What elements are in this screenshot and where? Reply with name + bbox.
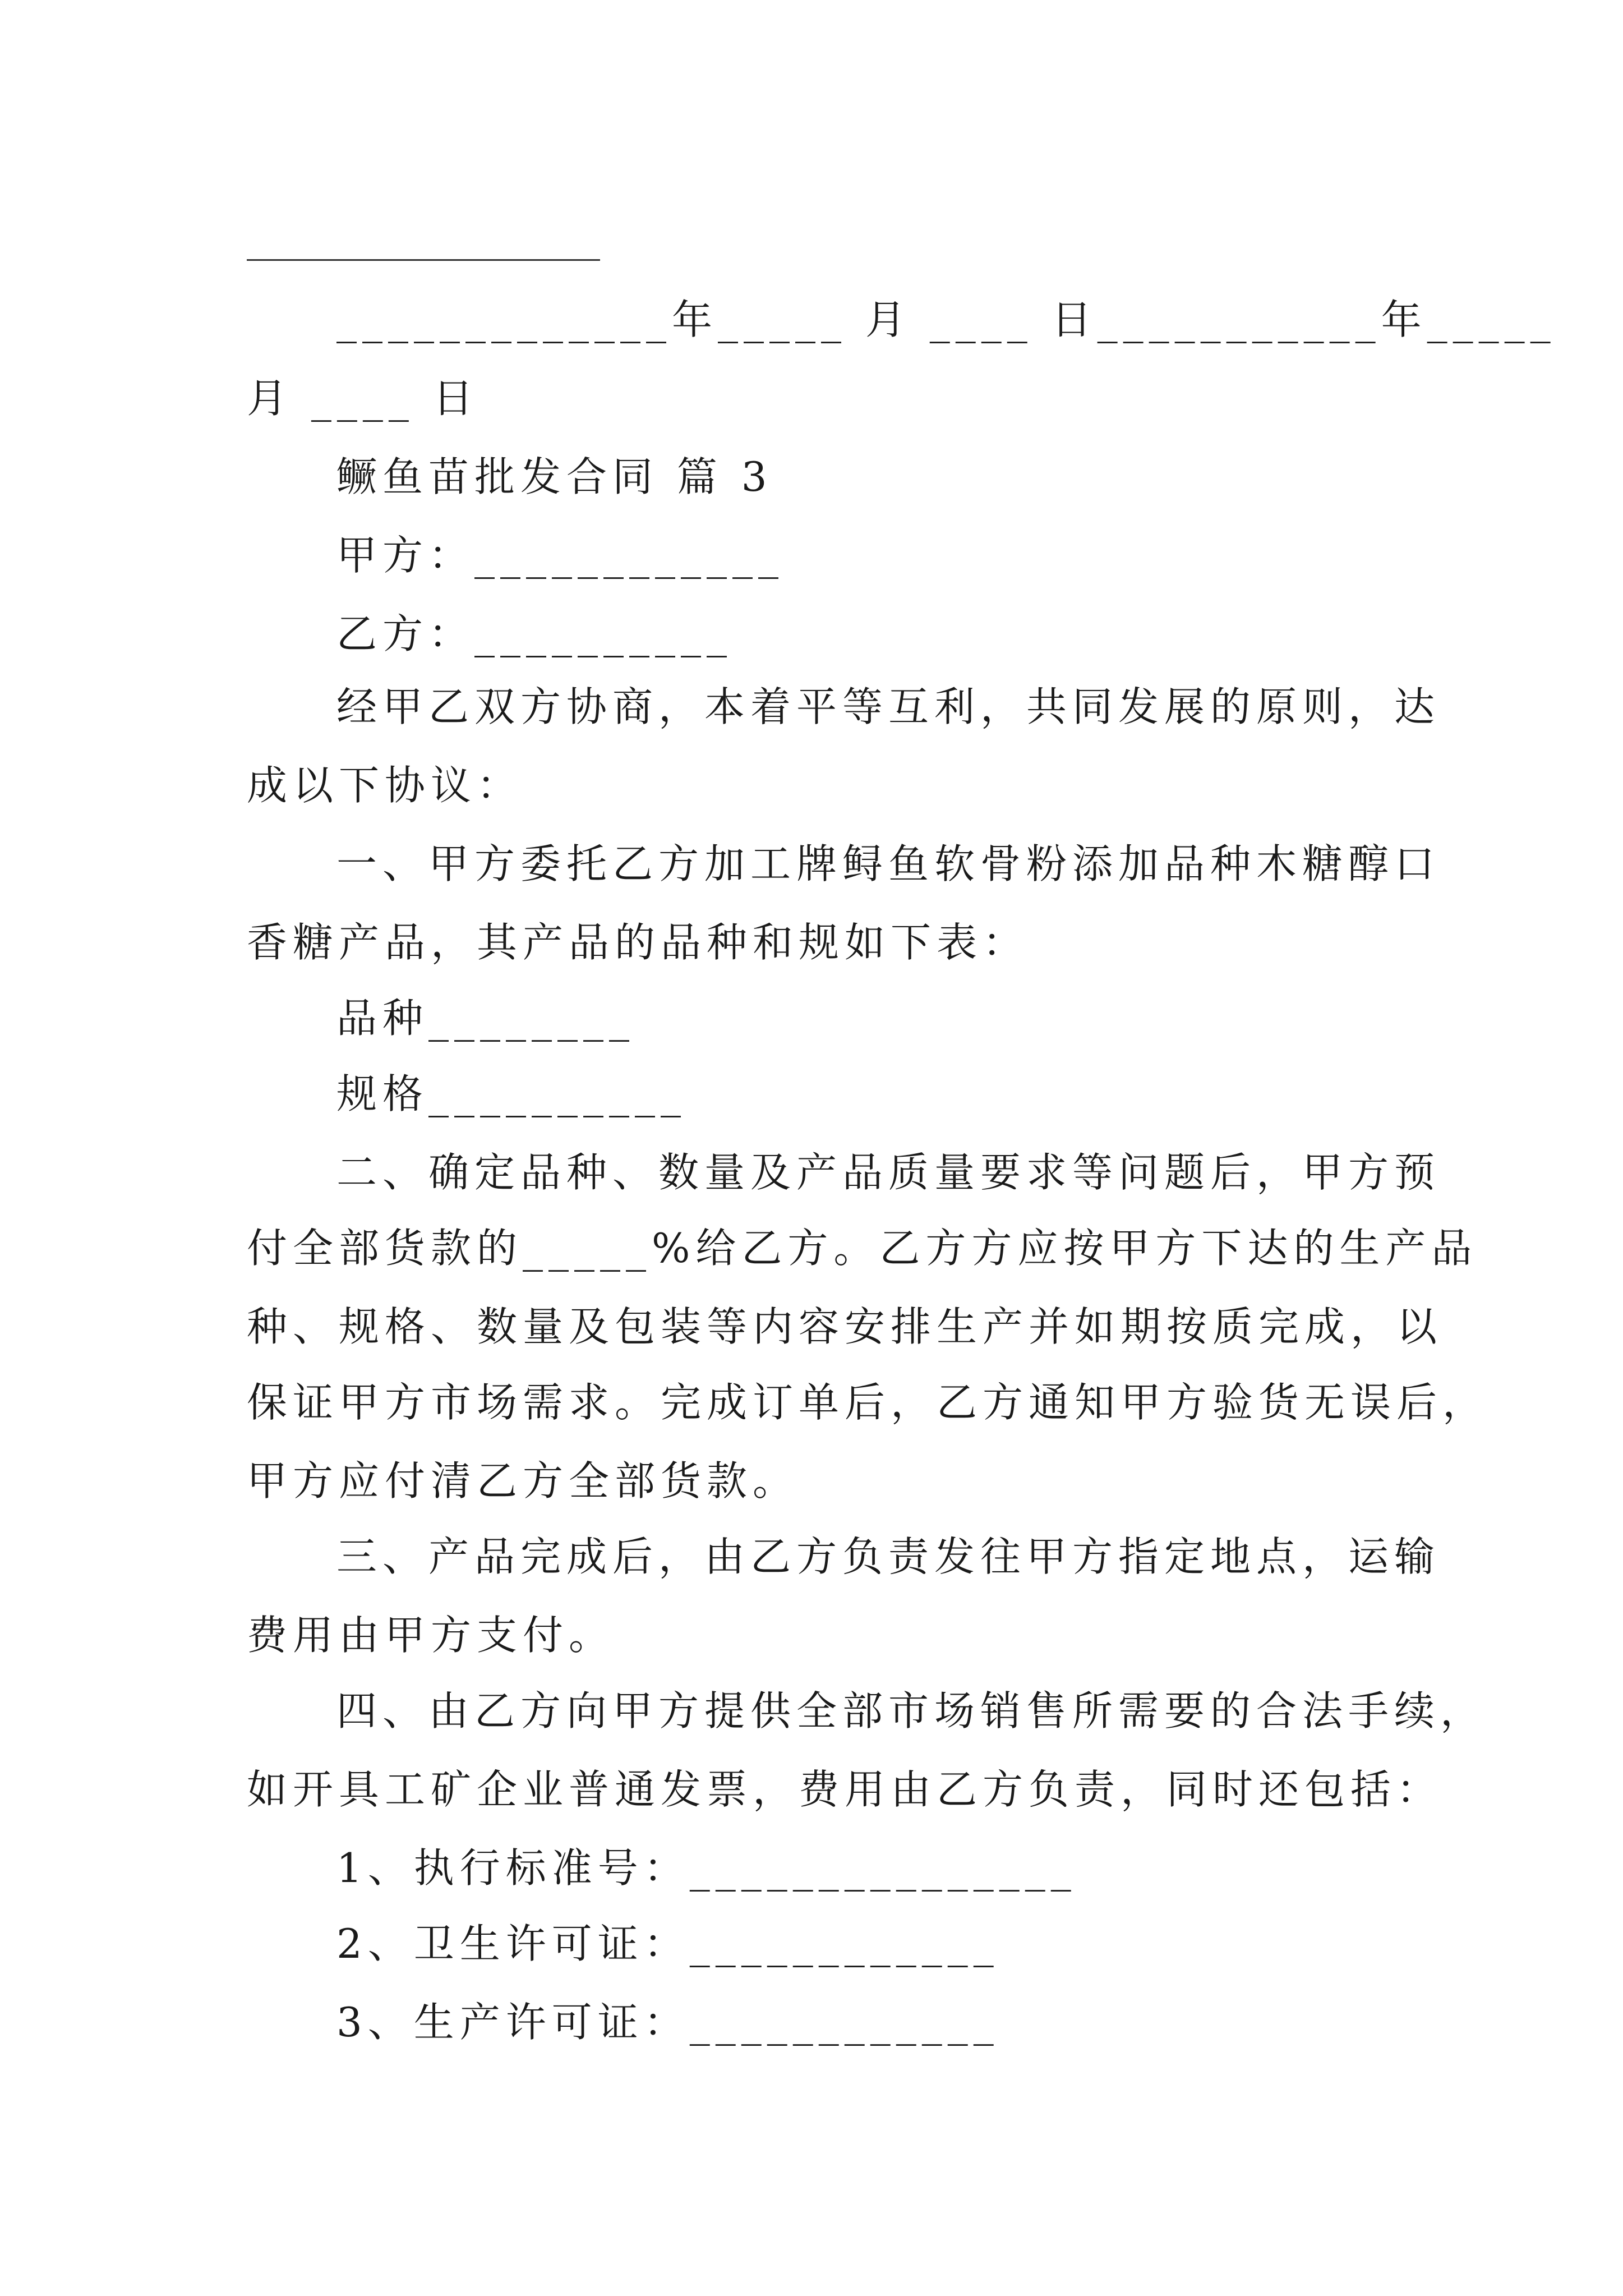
paragraph-intro-cont: 成以下协议： bbox=[247, 762, 523, 809]
paragraph-intro: 经甲乙双方协商，本着平等互利，共同发展的原则，达 bbox=[336, 683, 1441, 730]
clause-1-cont: 香糖产品，其产品的品种和规如下表： bbox=[247, 919, 1029, 966]
item-production-license: 3、生产许可证：____________ bbox=[336, 1999, 999, 2046]
clause-1: 一、甲方委托乙方加工牌鲟鱼软骨粉添加品种木糖醇口 bbox=[336, 840, 1441, 887]
clause-3-cont: 费用由甲方支付。 bbox=[247, 1612, 615, 1659]
clause-2-cont-4: 甲方应付清乙方全部货款。 bbox=[247, 1457, 799, 1504]
party-a-field: 甲方：____________ bbox=[336, 532, 785, 579]
spec-field: 规格__________ bbox=[336, 1070, 687, 1117]
item-standard-number: 1、执行标准号：_______________ bbox=[336, 1844, 1077, 1892]
variety-field: 品种________ bbox=[336, 995, 635, 1042]
top-divider bbox=[247, 259, 600, 261]
clause-2-cont-2: 种、规格、数量及包装等内容安排生产并如期按质完成，以 bbox=[247, 1303, 1443, 1350]
date-line: _____________年_____ 月 ____ 日___________年_____ bbox=[336, 296, 1556, 343]
section-title: 鳜鱼苗批发合同 篇 3 bbox=[336, 453, 773, 500]
party-b-field: 乙方：__________ bbox=[336, 610, 733, 657]
document-page bbox=[247, 0, 1556, 2296]
date-line-continued: 月 ____ 日 bbox=[247, 375, 479, 422]
clause-2-cont-3: 保证甲方市场需求。完成订单后，乙方通知甲方验货无误后， bbox=[247, 1379, 1489, 1426]
clause-3: 三、产品完成后，由乙方负责发往甲方指定地点，运输 bbox=[336, 1533, 1441, 1580]
item-hygiene-license: 2、卫生许可证：____________ bbox=[336, 1920, 999, 1967]
clause-2: 二、确定品种、数量及产品质量要求等问题后，甲方预 bbox=[336, 1149, 1441, 1196]
clause-4: 四、由乙方向甲方提供全部市场销售所需要的合法手续， bbox=[336, 1687, 1487, 1734]
clause-2-cont-1: 付全部货款的_____%给乙方。乙方方应按甲方下达的生产品 bbox=[247, 1225, 1478, 1272]
clause-4-cont: 如开具工矿企业普通发票，费用由乙方负责，同时还包括： bbox=[247, 1766, 1443, 1813]
